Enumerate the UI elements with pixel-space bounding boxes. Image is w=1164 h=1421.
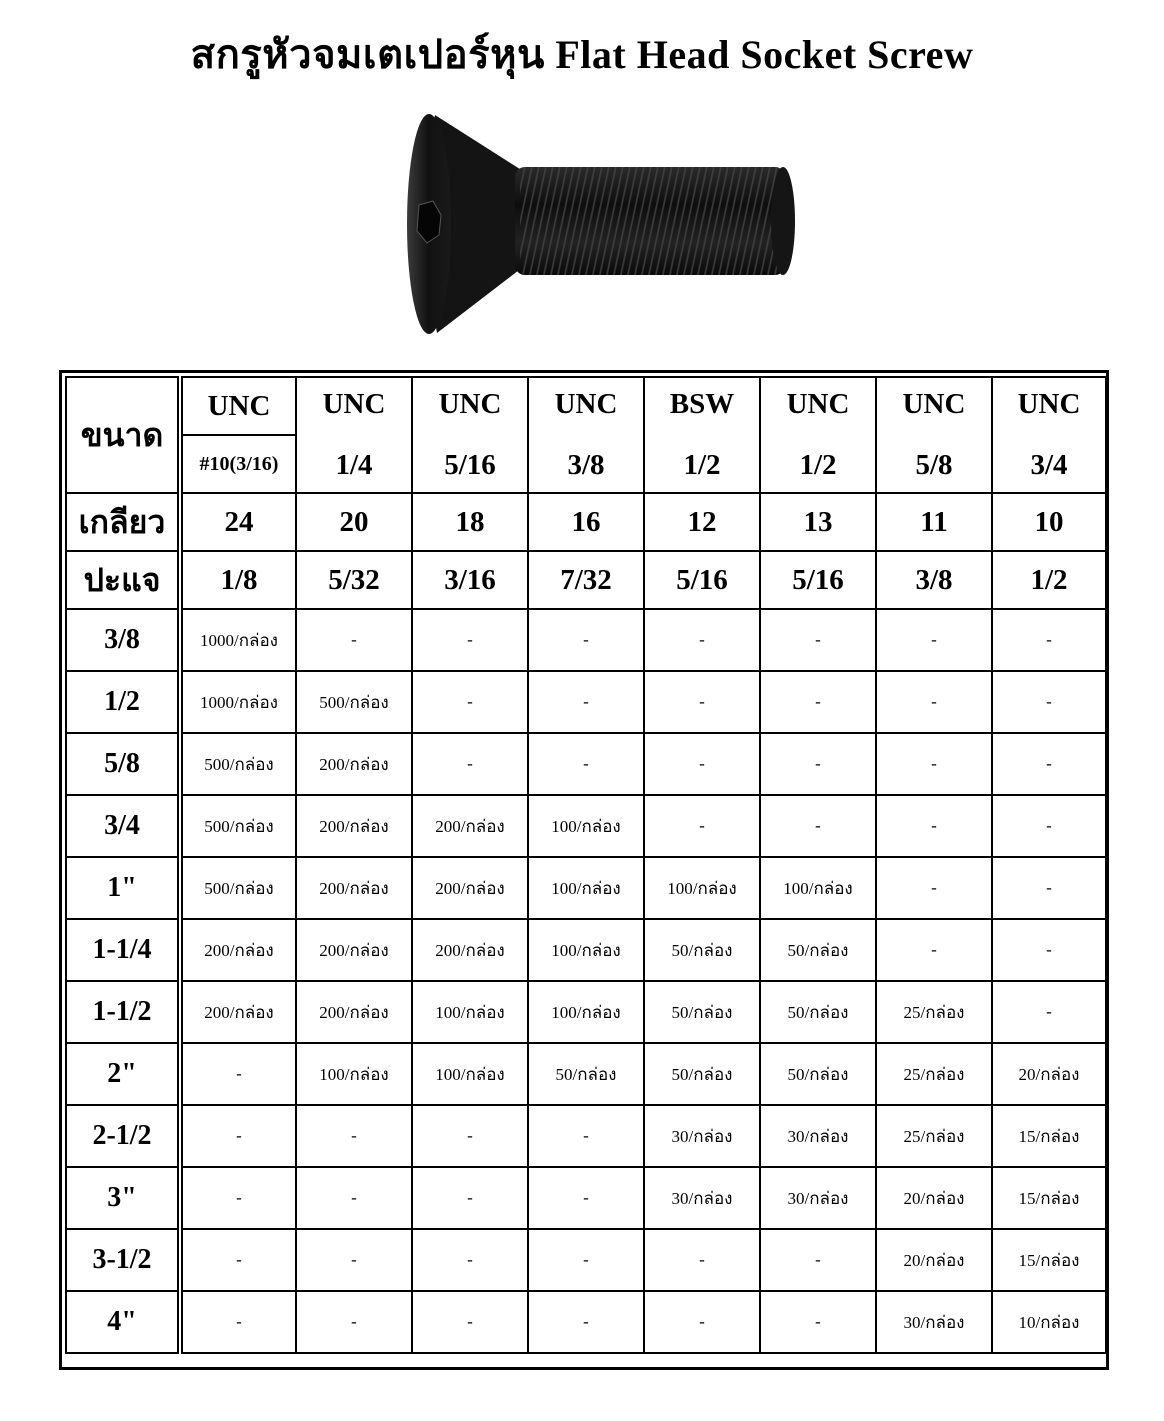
length-cell: 1/2 <box>66 671 180 733</box>
length-cell: 2" <box>66 1043 180 1105</box>
column-header <box>760 377 876 493</box>
column-diameter: 5/8 <box>915 449 953 481</box>
quantity-cell: 200/กล่อง <box>296 919 412 981</box>
column-standard: UNC <box>786 388 850 420</box>
table-row <box>66 919 1106 981</box>
quantity-cell: 15/กล่อง <box>992 1229 1106 1291</box>
quantity-cell: 50/กล่อง <box>760 919 876 981</box>
quantity-cell: - <box>644 609 760 671</box>
quantity-cell: - <box>992 671 1106 733</box>
quantity-cell: - <box>180 1105 296 1167</box>
quantity-cell: - <box>992 857 1106 919</box>
quantity-cell: - <box>180 1167 296 1229</box>
quantity-cell: - <box>296 1167 412 1229</box>
quantity-cell: - <box>992 919 1106 981</box>
quantity-cell: 20/กล่อง <box>876 1229 992 1291</box>
quantity-cell: 30/กล่อง <box>876 1291 992 1353</box>
quantity-cell: - <box>992 733 1106 795</box>
quantity-cell: 30/กล่อง <box>644 1167 760 1229</box>
table-row <box>66 795 1106 857</box>
quantity-cell: 200/กล่อง <box>180 981 296 1043</box>
quantity-cell: 10/กล่อง <box>992 1291 1106 1353</box>
column-standard: UNC <box>902 388 966 420</box>
quantity-cell: - <box>528 1105 644 1167</box>
column-standard: UNC <box>1017 388 1081 420</box>
quantity-cell: 100/กล่อง <box>412 981 528 1043</box>
quantity-cell: - <box>180 1229 296 1291</box>
column-standard: UNC <box>180 377 296 435</box>
quantity-cell: 50/กล่อง <box>760 981 876 1043</box>
quantity-cell: - <box>412 1229 528 1291</box>
quantity-cell: 200/กล่อง <box>412 857 528 919</box>
column-tpi: 16 <box>528 493 644 551</box>
quantity-cell: - <box>760 671 876 733</box>
column-header <box>644 377 760 493</box>
column-tpi: 13 <box>760 493 876 551</box>
quantity-cell: - <box>760 733 876 795</box>
quantity-cell: 50/กล่อง <box>644 919 760 981</box>
column-tpi: 24 <box>180 493 296 551</box>
quantity-cell: - <box>876 671 992 733</box>
quantity-cell: - <box>296 1229 412 1291</box>
quantity-cell: 1000/กล่อง <box>180 609 296 671</box>
column-diameter: 3/4 <box>1030 449 1068 481</box>
quantity-cell: - <box>528 1291 644 1353</box>
quantity-cell: 25/กล่อง <box>876 1043 992 1105</box>
column-header <box>528 377 644 493</box>
quantity-cell: 500/กล่อง <box>180 857 296 919</box>
quantity-cell: 200/กล่อง <box>412 919 528 981</box>
quantity-cell: 500/กล่อง <box>296 671 412 733</box>
column-key: 5/16 <box>644 551 760 609</box>
column-tpi: 10 <box>992 493 1106 551</box>
quantity-cell: - <box>644 1229 760 1291</box>
quantity-cell: - <box>412 671 528 733</box>
column-diameter: 1/4 <box>335 449 373 481</box>
screw-size-table <box>65 376 1107 1354</box>
length-cell: 5/8 <box>66 733 180 795</box>
quantity-cell: - <box>876 795 992 857</box>
column-key: 7/32 <box>528 551 644 609</box>
quantity-cell: - <box>180 1291 296 1353</box>
table-body <box>66 609 1106 1353</box>
key-label: ปะแจ <box>66 551 180 609</box>
length-cell: 3-1/2 <box>66 1229 180 1291</box>
quantity-cell: 200/กล่อง <box>296 857 412 919</box>
quantity-cell: - <box>876 733 992 795</box>
column-standard: UNC <box>322 388 386 420</box>
column-diameter: 1/2 <box>683 449 721 481</box>
thread-label: เกลียว <box>66 493 180 551</box>
quantity-cell: 100/กล่อง <box>528 795 644 857</box>
quantity-cell: - <box>644 733 760 795</box>
quantity-cell: - <box>992 795 1106 857</box>
column-tpi: 12 <box>644 493 760 551</box>
quantity-cell: - <box>876 609 992 671</box>
quantity-cell: 50/กล่อง <box>760 1043 876 1105</box>
quantity-cell: 200/กล่อง <box>296 795 412 857</box>
quantity-cell: 200/กล่อง <box>412 795 528 857</box>
table-row <box>66 671 1106 733</box>
column-header <box>296 377 412 493</box>
quantity-cell: - <box>412 1167 528 1229</box>
column-key: 5/32 <box>296 551 412 609</box>
quantity-cell: 200/กล่อง <box>296 733 412 795</box>
flat-head-socket-screw-image <box>395 105 800 340</box>
column-header <box>412 377 528 493</box>
column-key: 5/16 <box>760 551 876 609</box>
length-cell: 3/4 <box>66 795 180 857</box>
quantity-cell: - <box>760 795 876 857</box>
quantity-cell: - <box>644 671 760 733</box>
quantity-cell: 50/กล่อง <box>644 1043 760 1105</box>
quantity-cell: - <box>644 1291 760 1353</box>
quantity-cell: 100/กล่อง <box>528 919 644 981</box>
quantity-cell: - <box>876 857 992 919</box>
column-key: 1/8 <box>180 551 296 609</box>
quantity-cell: - <box>180 1043 296 1105</box>
quantity-cell: 20/กล่อง <box>876 1167 992 1229</box>
quantity-cell: - <box>760 609 876 671</box>
column-header <box>992 377 1106 493</box>
length-cell: 1" <box>66 857 180 919</box>
column-tpi: 11 <box>876 493 992 551</box>
quantity-cell: 30/กล่อง <box>760 1167 876 1229</box>
column-key: 1/2 <box>992 551 1106 609</box>
quantity-cell: - <box>412 1105 528 1167</box>
quantity-cell: - <box>412 733 528 795</box>
table-row <box>66 733 1106 795</box>
quantity-cell: 100/กล่อง <box>760 857 876 919</box>
column-standard: UNC <box>554 388 618 420</box>
quantity-cell: - <box>992 609 1106 671</box>
quantity-cell: 500/กล่อง <box>180 795 296 857</box>
column-standard: UNC <box>438 388 502 420</box>
table-row <box>66 1167 1106 1229</box>
length-cell: 4" <box>66 1291 180 1353</box>
quantity-cell: - <box>528 671 644 733</box>
length-cell: 1-1/2 <box>66 981 180 1043</box>
column-key: 3/8 <box>876 551 992 609</box>
column-diameter: #10(3/16) <box>180 435 296 493</box>
quantity-cell: 100/กล่อง <box>528 857 644 919</box>
quantity-cell: - <box>992 981 1106 1043</box>
quantity-cell: 50/กล่อง <box>644 981 760 1043</box>
quantity-cell: - <box>528 1167 644 1229</box>
quantity-cell: - <box>528 733 644 795</box>
table-row <box>66 1291 1106 1353</box>
column-tpi: 18 <box>412 493 528 551</box>
quantity-cell: - <box>296 1105 412 1167</box>
table-row <box>66 857 1106 919</box>
quantity-cell: 15/กล่อง <box>992 1105 1106 1167</box>
table-row <box>66 1229 1106 1291</box>
length-cell: 1-1/4 <box>66 919 180 981</box>
quantity-cell: - <box>528 609 644 671</box>
quantity-cell: 200/กล่อง <box>180 919 296 981</box>
quantity-cell: 500/กล่อง <box>180 733 296 795</box>
quantity-cell: 20/กล่อง <box>992 1043 1106 1105</box>
column-tpi: 20 <box>296 493 412 551</box>
quantity-cell: 100/กล่อง <box>528 981 644 1043</box>
length-cell: 3" <box>66 1167 180 1229</box>
length-cell: 2-1/2 <box>66 1105 180 1167</box>
quantity-cell: 1000/กล่อง <box>180 671 296 733</box>
quantity-cell: 100/กล่อง <box>296 1043 412 1105</box>
quantity-cell: 15/กล่อง <box>992 1167 1106 1229</box>
quantity-cell: 200/กล่อง <box>296 981 412 1043</box>
column-key: 3/16 <box>412 551 528 609</box>
quantity-cell: - <box>296 1291 412 1353</box>
quantity-cell: 25/กล่อง <box>876 981 992 1043</box>
quantity-cell: - <box>412 1291 528 1353</box>
column-header <box>876 377 992 493</box>
quantity-cell: - <box>644 795 760 857</box>
quantity-cell: 100/กล่อง <box>644 857 760 919</box>
quantity-cell: - <box>528 1229 644 1291</box>
table-row <box>66 1105 1106 1167</box>
quantity-cell: 30/กล่อง <box>644 1105 760 1167</box>
column-standard: BSW <box>669 388 735 420</box>
column-diameter: 1/2 <box>799 449 837 481</box>
quantity-cell: - <box>760 1229 876 1291</box>
length-cell: 3/8 <box>66 609 180 671</box>
column-diameter: 3/8 <box>567 449 605 481</box>
quantity-cell: - <box>296 609 412 671</box>
quantity-cell: - <box>876 919 992 981</box>
quantity-cell: 50/กล่อง <box>528 1043 644 1105</box>
quantity-cell: 100/กล่อง <box>412 1043 528 1105</box>
page-title: สกรูหัวจมเตเปอร์หุน Flat Head Socket Screw <box>190 32 974 77</box>
quantity-cell: - <box>412 609 528 671</box>
table-row <box>66 1043 1106 1105</box>
quantity-cell: 25/กล่อง <box>876 1105 992 1167</box>
quantity-cell: - <box>760 1291 876 1353</box>
column-diameter: 5/16 <box>444 449 496 481</box>
quantity-cell: 30/กล่อง <box>760 1105 876 1167</box>
table-row <box>66 981 1106 1043</box>
size-label: ขนาด <box>66 377 180 493</box>
table-row <box>66 609 1106 671</box>
